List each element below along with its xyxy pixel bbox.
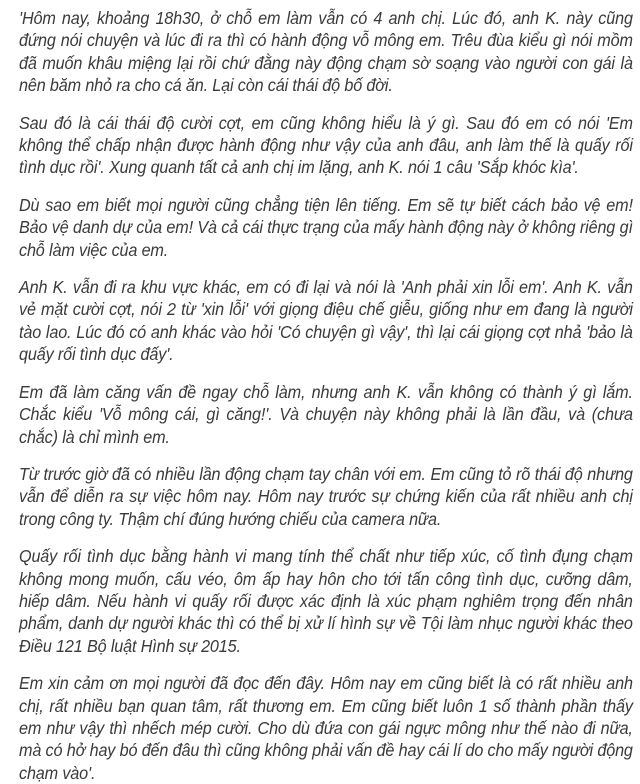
paragraph-6: Từ trước giờ đã có nhiều lần động chạm tay chân với em. Em cũng tỏ rõ thái độ nhưng vẫn để diễn ra sự việc hôm nay. Hôm nay trước sự chứng kiến của rất nhiều anh chị trong công ty. Thậm chí đúng hướng chiếu của camera nữa.	[19, 463, 633, 529]
paragraph-7: Quấy rối tình dục bằng hành vi mang tính thể chất như tiếp xúc, cố tình đụng chạm không mong muốn, cấu véo, ôm ấp hay hôn cho tới tấn công tình dục, cưỡng dâm, hiếp dâm. Nếu hành vi quấy rối được xác định là xúc phạm nghiêm trọng đến nhân phẩm, danh dự người khác thì có thể bị xử lí hình sự về Tội làm nhục người khác theo Điều 121 Bộ luật Hình sự 2015.	[19, 546, 633, 656]
paragraph-2: Sau đó là cái thái độ cười cợt, em cũng không hiểu là ý gì. Sau đó em có nói 'Em không thể chấp nhận được hành động như vậy của anh đâu, anh làm thế là quấy rối tình dục rồi'. Xung quanh tất cả anh chị im lặng, anh K. nói 1 câu 'Sắp khóc kìa'.	[19, 112, 633, 178]
paragraph-3: Dù sao em biết mọi người cũng chẳng tiện lên tiếng. Em sẽ tự biết cách bảo vệ em! Bảo vệ danh dự của em! Và cả cái thực trạng của mấy hành động này ở không riêng gì chỗ làm việc của em.	[19, 194, 633, 260]
paragraph-8: Em xin cảm ơn mọi người đã đọc đến đây. Hôm nay em cũng biết là có rất nhiều anh chị, rất nhiều bạn quan tâm, rất thương em. Em cũng biết luôn 1 số thành phần thấy em như vậy thì nhếch mép cười. Cho dù đứa con gái ngực mông như thế nào đi nữa, mà có hở hay bó đến đâu thì cũng không phải vấn đề hay cái lí do cho mấy người động chạm vào'.	[19, 673, 633, 783]
paragraph-1: 'Hôm nay, khoảng 18h30, ở chỗ em làm vẫn có 4 anh chị. Lúc đó, anh K. này cũng đứng nói chuyện và lúc đi ra thì có hành động vỗ mông em. Trêu đùa kiểu gì nói mồm đã muốn khâu miệng lại rồi chứ đằng này động chạm sờ soạng vào người con gái là nên băm nhỏ ra cho cá ăn. Lại còn cái thái độ bố đời.	[19, 8, 633, 96]
paragraph-5: Em đã làm căng vấn đề ngay chỗ làm, nhưng anh K. vẫn không có thành ý gì lắm. Chắc kiểu 'Vỗ mông cái, gì căng!'. Và chuyện này không phải là lần đầu, và (chưa chắc) là chỉ mình em.	[19, 381, 633, 447]
paragraph-4: Anh K. vẫn đi ra khu vực khác, em có đi lại và nói là 'Anh phải xin lỗi em'. Anh K. vẫn vẻ mặt cười cợt, nói 2 từ 'xin lỗi' với giọng điệu chế giễu, giống như em đang là người tào lao. Lúc đó có anh khác vào hỏi 'Có chuyện gì vậy', thì lại cái giọng cợt nhả 'bảo là quấy rối tình dục đấy'.	[19, 277, 633, 365]
